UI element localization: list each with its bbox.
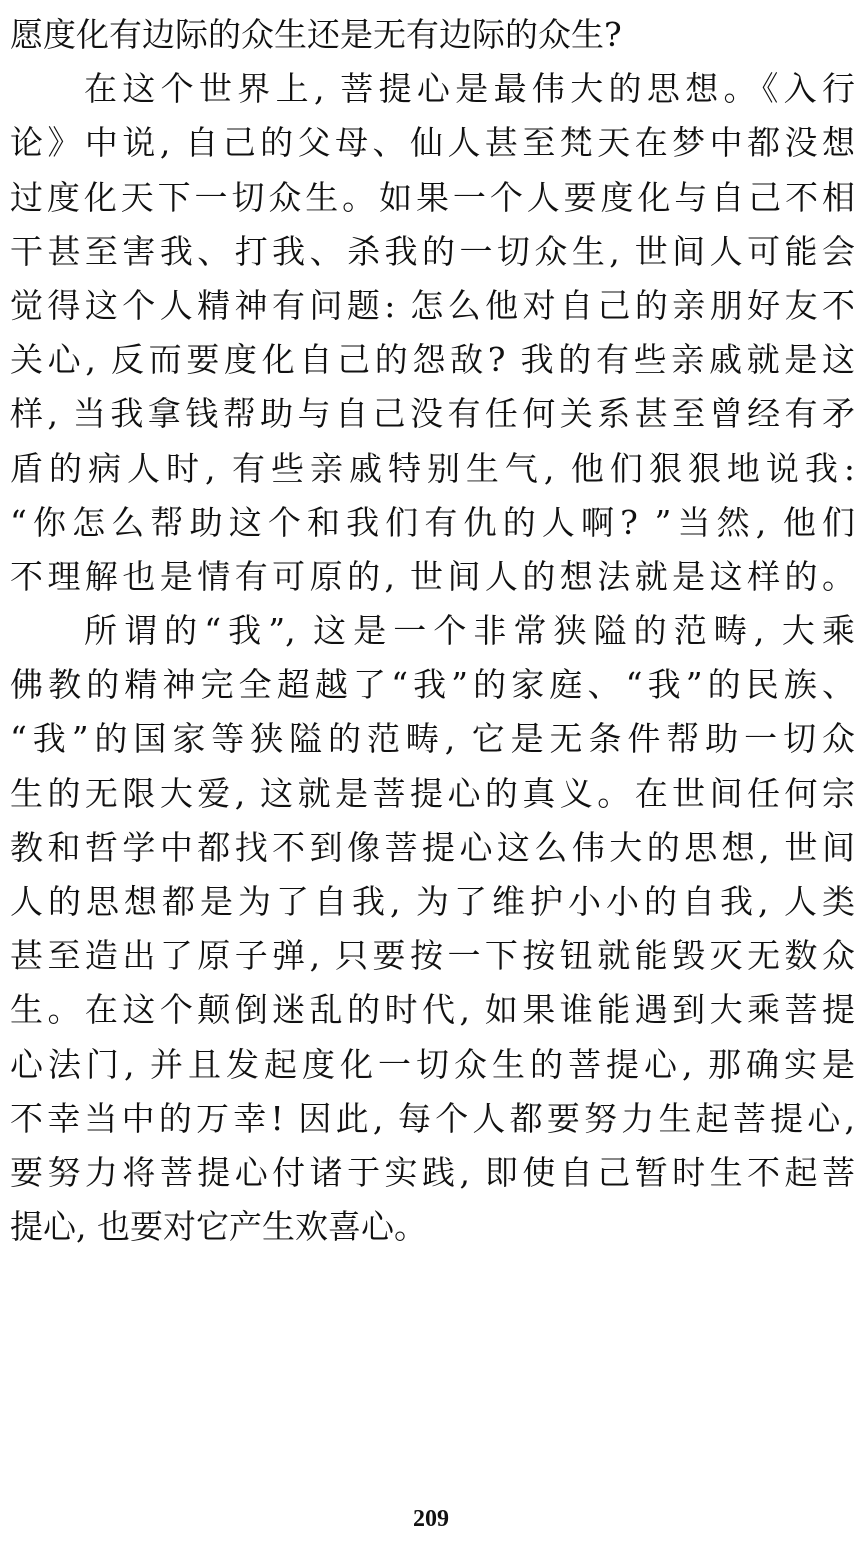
body-text xyxy=(10,8,855,1254)
text-line: 过度化天下一切众生。如果一个人要度化与自己不相 xyxy=(10,177,855,217)
text-line: “你怎么帮助这个和我们有仇的人啊? ”当然, 他们 xyxy=(10,502,855,542)
text-line: 愿度化有边际的众生还是无有边际的众生? xyxy=(10,15,622,54)
text-line: 干甚至害我、打我、杀我的一切众生, 世间人可能会 xyxy=(10,231,855,271)
text-line: 生的无限大爱, 这就是菩提心的真义。在世间任何宗 xyxy=(10,773,855,813)
text-line: 论》中说, 自己的父母、仙人甚至梵天在梦中都没想 xyxy=(10,123,855,163)
text-line: 佛教的精神完全超越了“我”的家庭、“我”的民族、 xyxy=(10,665,855,705)
text-line: 甚至造出了原子弹, 只要按一下按钮就能毁灭无数众 xyxy=(10,936,855,976)
paragraph-start-line: 所谓的“我”, 这是一个非常狭隘的范畴, 大乘 xyxy=(84,611,855,651)
text-line: 教和哲学中都找不到像菩提心这么伟大的思想, 世间 xyxy=(10,827,855,867)
text-line: 要努力将菩提心付诸于实践, 即使自己暂时生不起菩 xyxy=(10,1152,855,1192)
page-number: 209 xyxy=(413,1506,449,1532)
paragraph-start-line: 在这个世界上, 菩提心是最伟大的思想。《入行 xyxy=(84,69,855,109)
text-line: 样, 当我拿钱帮助与自己没有任何关系甚至曾经有矛 xyxy=(10,394,855,434)
text-line: 关心, 反而要度化自己的怨敌? 我的有些亲戚就是这 xyxy=(10,340,855,380)
text-line: 觉得这个人精神有问题: 怎么他对自己的亲朋好友不 xyxy=(10,285,855,325)
text-line: “我”的国家等狭隘的范畴, 它是无条件帮助一切众 xyxy=(10,719,855,759)
text-line: 人的思想都是为了自我, 为了维护小小的自我, 人类 xyxy=(10,882,855,921)
text-line: 提心, 也要对它产生欢喜心。 xyxy=(10,1207,427,1247)
text-line: 不幸当中的万幸! 因此, 每个人都要努力生起菩提心, xyxy=(10,1098,855,1138)
text-line: 心法门, 并且发起度化一切众生的菩提心, 那确实是 xyxy=(10,1044,855,1084)
text-line: 盾的病人时, 有些亲戚特别生气, 他们狠狠地说我: xyxy=(10,448,855,488)
text-line: 不理解也是情有可原的, 世间人的想法就是这样的。 xyxy=(10,556,855,596)
text-line: 生。在这个颠倒迷乱的时代, 如果谁能遇到大乘菩提 xyxy=(10,990,855,1030)
